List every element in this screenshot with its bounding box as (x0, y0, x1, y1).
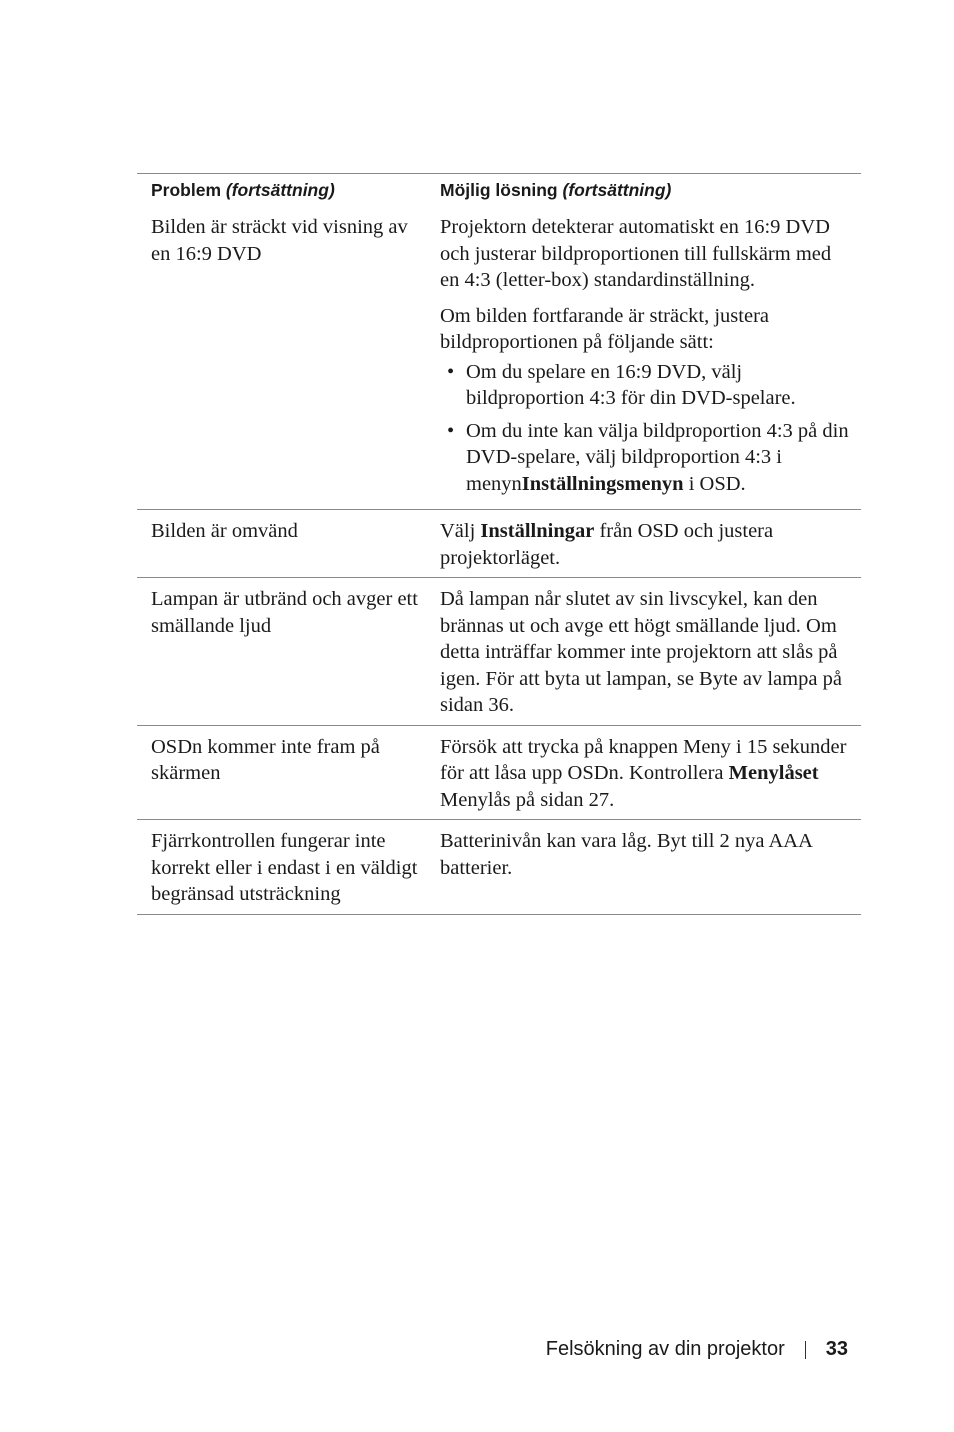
header-solution-note: (fortsättning) (562, 180, 672, 200)
solution-text-end: Menylås på sidan 27. (440, 788, 615, 811)
list-item (440, 418, 855, 498)
solution-cell (426, 734, 861, 814)
bullet-marker: • (447, 360, 455, 383)
problem-cell: Bilden är sträckt vid visning av en 16:9 DVD (151, 216, 408, 265)
solution-cell (426, 518, 861, 571)
solution-text: Försök att trycka på knappen Meny i 15 sekunder för att låsa upp OSDn. Kontrollera (440, 735, 847, 784)
table-row (137, 578, 861, 726)
page-number: 33 (825, 1338, 848, 1360)
solution-paragraph: Om bilden fortfarande är sträckt, justera bildproportionen på följande sätt: (440, 304, 770, 353)
table-row (137, 820, 861, 915)
bullet-text: Om du inte kan välja bildproportion 4:3 på din DVD-spelare, välj bildproportion 4:3 i menyn (466, 419, 849, 495)
solution-text: Välj (440, 520, 481, 542)
table-header (137, 174, 861, 205)
page-footer (546, 1338, 848, 1361)
problem-cell: Fjärrkontrollen fungerar inte korrekt eller i endast i en väldigt begränsad utsträckning (151, 830, 418, 905)
bold-term: Inställningsmenyn (521, 472, 684, 495)
bullet-text-end: i OSD. (683, 472, 746, 495)
bullet-text: Om du spelare en 16:9 DVD, välj bildproportion 4:3 för din DVD-spelare. (466, 360, 796, 409)
bullet-marker: • (447, 419, 455, 442)
footer-divider (805, 1341, 806, 1359)
header-problem-label: Problem (151, 180, 222, 200)
table-row (137, 510, 861, 578)
header-solution-label: Möjlig lösning (440, 180, 558, 200)
list-item (440, 359, 855, 412)
solution-cell: Batterinivån kan vara låg. Byt till 2 nya AAA batterier. (440, 830, 812, 879)
solution-paragraph: Projektorn detekterar automatiskt en 16:9 DVD och justerar bildproportionen till fullskärm med en 4:3 (letter-box) standardinställning. (440, 216, 832, 291)
bold-term: Menylåset (728, 762, 819, 784)
table-row (137, 726, 861, 821)
footer-section-title: Felsökning av din projektor (545, 1338, 785, 1360)
header-problem (137, 179, 426, 201)
solution-cell: Då lampan når slutet av sin livscykel, kan den brännas ut och avge ett högt smällande ljud. Om detta inträffar kommer inte projektorn att slås på igen. För att byta ut lampan, se Byte av lampa på sidan 36. (440, 588, 842, 716)
header-problem-note: (fortsättning) (225, 180, 335, 200)
table-row (137, 205, 861, 510)
problem-cell: Lampan är utbränd och avger ett smällande ljud (151, 588, 418, 637)
problem-cell: Bilden är omvänd (151, 520, 298, 542)
solution-bullet-list (440, 359, 855, 498)
bold-term: Inställningar (480, 520, 595, 542)
problem-cell: OSDn kommer inte fram på skärmen (151, 735, 380, 784)
troubleshooting-table (137, 173, 861, 915)
solution-text-end: från OSD och justera projektorläget. (440, 520, 774, 569)
header-solution (426, 179, 861, 201)
solution-cell (426, 214, 861, 503)
